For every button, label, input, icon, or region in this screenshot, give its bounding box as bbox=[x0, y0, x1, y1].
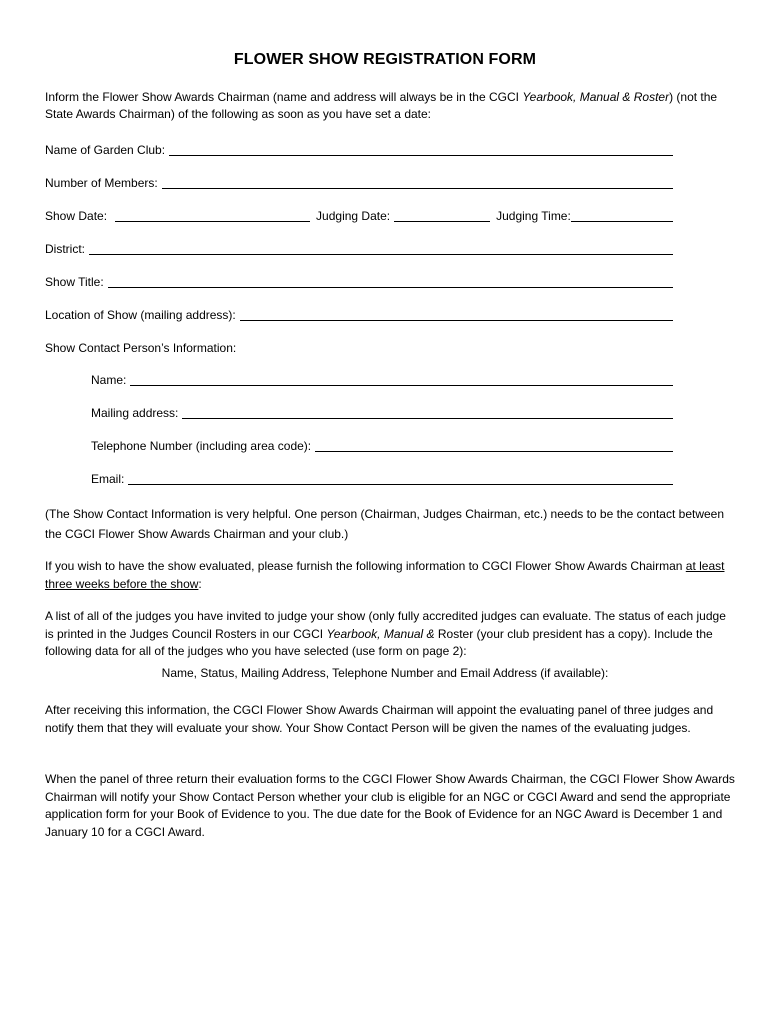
judges-list-paragraph: A list of all of the judges you have invited to judge your show (only fully accredited judges can evaluate. The status of each judge is printed in the Judges Council Rosters in our CGCI Yearbook, Manual & Roster (your club president has a copy). Include the following data for all of the judges who you have selected (use form on page 2): bbox=[45, 609, 726, 658]
location-label: Location of Show (mailing address): bbox=[45, 308, 236, 322]
panel-return-paragraph: When the panel of three return their evaluation forms to the CGCI Flower Show Awards Chairman, the CGCI Flower Show Awards Chairman will notify your Show Contact Person whether your club is eligible for an NGC or CGCI Award and send the appropriate application form for your Book of Evidence to you. The due date for the Book of Evidence for an NGC Award is December 1 and January 10 for a CGCI Award. bbox=[45, 772, 735, 839]
contact-name-field[interactable] bbox=[91, 373, 673, 387]
contact-email-label: Email: bbox=[91, 472, 125, 486]
contact-name-input-line[interactable] bbox=[130, 374, 673, 386]
show-title-field[interactable] bbox=[45, 275, 673, 289]
garden-club-field[interactable] bbox=[45, 143, 673, 157]
members-input-line[interactable] bbox=[162, 177, 673, 189]
deadline-underlined: at least three weeks before the show bbox=[45, 559, 725, 591]
intro-paragraph: Inform the Flower Show Awards Chairman (name and address will always be in the CGCI Yearbook, Manual & Roster) (not the State Awards Chairman) of the following as soon as you have set a date: bbox=[45, 90, 718, 121]
show-date-input-line[interactable] bbox=[115, 210, 310, 222]
after-receiving-paragraph: After receiving this information, the CGCI Flower Show Awards Chairman will appoint the evaluating panel of three judges and notify them that they will evaluate your show. Your Show Contact Person will be given the names of the evaluating judges. bbox=[45, 703, 714, 735]
show-date-label: Show Date: bbox=[45, 209, 108, 223]
judging-date-input-line[interactable] bbox=[394, 210, 490, 222]
judges-list-italic: Yearbook, Manual & bbox=[326, 626, 435, 641]
judging-date-label: Judging Date: bbox=[316, 209, 391, 223]
evaluation-paragraph: If you wish to have the show evaluated, please furnish the following information to CGCI Flower Show Awards Chairman at least three weeks before the show: bbox=[45, 559, 725, 591]
show-title-label: Show Title: bbox=[45, 275, 104, 289]
contact-note-paragraph: (The Show Contact Information is very helpful. One person (Chairman, Judges Chairman, etc.) needs to be the contact between the CGCI Flower Show Awards Chairman and your club.) bbox=[45, 507, 725, 541]
form-title: FLOWER SHOW REGISTRATION FORM bbox=[233, 51, 537, 68]
location-input-line[interactable] bbox=[240, 309, 673, 321]
members-label: Number of Members: bbox=[45, 176, 158, 190]
dates-field-row bbox=[45, 209, 673, 223]
contact-phone-field[interactable] bbox=[91, 439, 673, 453]
members-field[interactable] bbox=[45, 176, 673, 190]
location-field[interactable] bbox=[45, 308, 673, 322]
intro-italic: Yearbook, Manual & Roster bbox=[522, 90, 670, 104]
judging-time-label: Judging Time: bbox=[496, 209, 571, 223]
district-input-line[interactable] bbox=[89, 243, 673, 255]
judging-time-input-line[interactable] bbox=[571, 210, 673, 222]
district-label: District: bbox=[45, 242, 85, 256]
contact-phone-input-line[interactable] bbox=[315, 440, 673, 452]
contact-mailing-label: Mailing address: bbox=[91, 406, 179, 420]
district-field[interactable] bbox=[45, 242, 673, 256]
garden-club-label: Name of Garden Club: bbox=[45, 143, 166, 157]
judge-data-fields: Name, Status, Mailing Address, Telephone Number and Email Address (if available): bbox=[161, 666, 609, 680]
garden-club-input-line[interactable] bbox=[169, 144, 673, 156]
contact-heading: Show Contact Person’s Information: bbox=[45, 341, 237, 355]
contact-email-input-line[interactable] bbox=[128, 473, 673, 485]
contact-name-label: Name: bbox=[91, 373, 127, 387]
contact-mailing-field[interactable] bbox=[91, 406, 673, 420]
contact-phone-label: Telephone Number (including area code): bbox=[91, 439, 312, 453]
contact-mailing-input-line[interactable] bbox=[182, 407, 673, 419]
contact-email-field[interactable] bbox=[91, 472, 673, 486]
show-title-input-line[interactable] bbox=[108, 276, 673, 288]
